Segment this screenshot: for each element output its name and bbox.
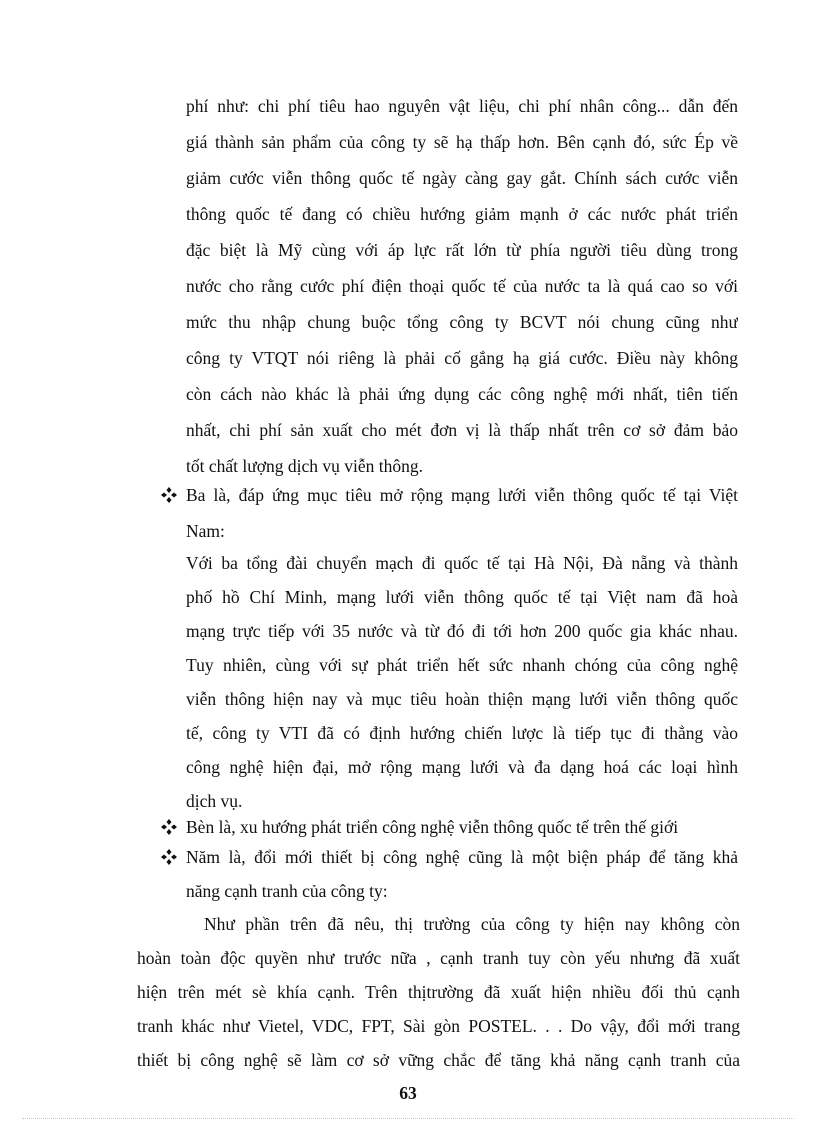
text-line: tranh khác như Vietel, VDC, FPT, Sài gòn POSTEL. . . Do vậy, đổi mới trang — [137, 1016, 740, 1036]
paragraph-first-line: Như phần trên đã nêu, thị trường của công ty hiện nay không còn — [204, 914, 740, 934]
text-line: mức thu nhập chung buộc tổng công ty BCVT nói chung cũng như — [186, 312, 738, 332]
text-line: còn cách nào khác là phải ứng dụng các công nghệ mới nhất, tiên tiến — [186, 384, 738, 404]
diamond-bullet-icon — [160, 486, 178, 504]
text-line: hiện trên mét sè khía cạnh. Trên thịtrường đã xuất hiện nhiều đối thủ cạnh — [137, 982, 740, 1002]
text-line: hoàn toàn độc quyền như trước nữa , cạnh tranh tuy còn yếu nhưng đã xuất — [137, 948, 740, 968]
diamond-bullet-icon — [160, 848, 178, 866]
page-number: 63 — [399, 1083, 417, 1103]
text-line: công nghệ hiện đại, mở rộng mạng lưới và đa dạng hoá các loại hình — [186, 757, 738, 777]
text-line: giá thành sản phẩm của công ty sẽ hạ thấp hơn. Bên cạnh đó, sức Ép về — [186, 132, 738, 152]
text-line: giảm cước viễn thông quốc tế ngày càng gay gắt. Chính sách cước viễn — [186, 168, 738, 188]
text-line: nhất, chi phí sản xuất cho mét đơn vị là thấp nhất trên cơ sở đảm bảo — [186, 420, 738, 440]
bullet-item-five-cont: năng cạnh tranh của công ty: — [186, 881, 388, 901]
text-line: tốt chất lượng dịch vụ viễn thông. — [186, 456, 423, 476]
text-line: đặc biệt là Mỹ cùng với áp lực rất lớn từ phía người tiêu dùng trong — [186, 240, 738, 260]
text-line: tế, công ty VTI đã có định hướng chiến lược là tiếp tục đi thẳng vào — [186, 723, 738, 743]
text-line: phí như: chi phí tiêu hao nguyên vật liệu, chi phí nhân công... dẫn đến — [186, 96, 738, 116]
text-line: dịch vụ. — [186, 791, 243, 811]
text-line: công ty VTQT nói riêng là phải cố gắng hạ giá cước. Điều này không — [186, 348, 738, 368]
text-line: Tuy nhiên, cùng với sự phát triển hết sức nhanh chóng của công nghệ — [186, 655, 738, 675]
text-line: mạng trực tiếp với 35 nước và từ đó đi tới hơn 200 quốc gia khác nhau. — [186, 621, 738, 641]
text-line: thiết bị công nghệ sẽ làm cơ sở vững chắc để tăng khả năng cạnh tranh của — [137, 1050, 740, 1070]
text-line: viễn thông hiện nay và mục tiêu hoàn thiện mạng lưới viễn thông quốc — [186, 689, 738, 709]
bullet-item-five: Năm là, đổi mới thiết bị công nghệ cũng là một biện pháp để tăng khả — [186, 847, 738, 867]
bullet-item-three: Ba là, đáp ứng mục tiêu mở rộng mạng lưới viễn thông quốc tế tại Việt — [186, 485, 738, 505]
diamond-bullet-icon — [160, 818, 178, 836]
text-line: thông quốc tế đang có chiều hướng giảm mạnh ở các nước phát triển — [186, 204, 738, 224]
text-line: phố hồ Chí Minh, mạng lưới viễn thông quốc tế tại Việt nam đã hoà — [186, 587, 738, 607]
bullet-item-three-cont: Nam: — [186, 521, 225, 541]
bullet-item-four: Bèn là, xu hướng phát triển công nghệ viễn thông quốc tế trên thế giới — [186, 817, 679, 837]
page-bottom-divider — [22, 1118, 794, 1119]
text-line: nước cho rằng cước phí điện thoại quốc tế của nước ta là quá cao so với — [186, 276, 738, 296]
text-line: Với ba tổng đài chuyển mạch đi quốc tế tại Hà Nội, Đà nẵng và thành — [186, 553, 738, 573]
